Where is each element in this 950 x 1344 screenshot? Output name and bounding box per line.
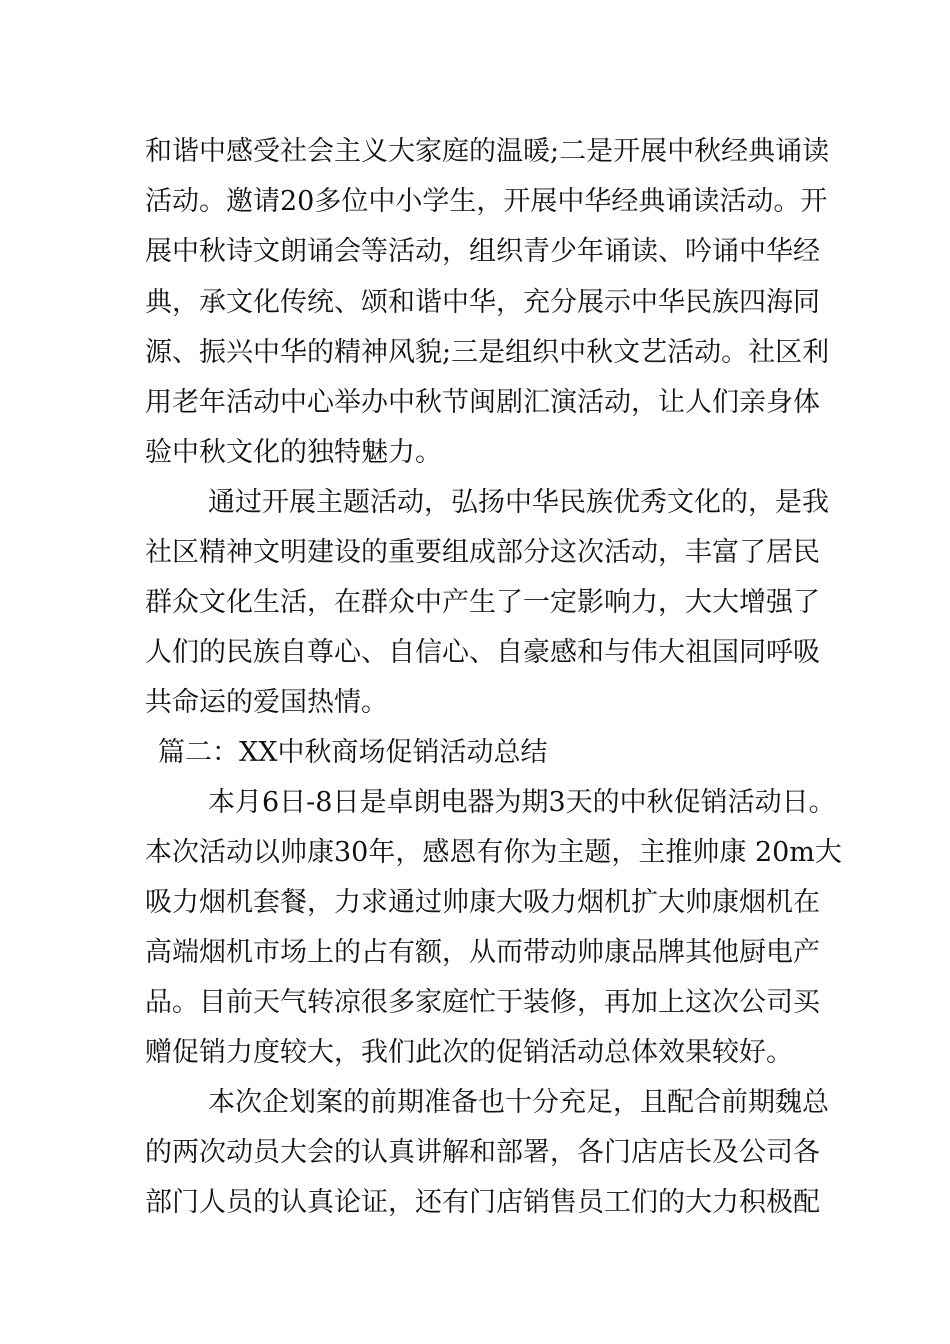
text-line: 的两次动员大会的认真讲解和部署，各门店店长及公司各 [145,1137,820,1168]
text-line: 人们的民族自尊心、自信心、自豪感和与伟大祖国同呼吸 [145,637,820,668]
text-line: 用老年活动中心举办中秋节闽剧汇演活动，让人们亲身体 [145,387,820,418]
paragraph-first-line: 本次企划案的前期准备也十分充足，且配合前期魏总 [208,1087,829,1118]
paragraph-first-line: 通过开展主题活动，弘扬中华民族优秀文化的，是我 [208,487,829,518]
text-line: 社区精神文明建设的重要组成部分这次活动，丰富了居民 [145,537,820,568]
text-line: 群众文化生活，在群众中产生了一定影响力，大大增强了 [145,587,820,618]
text-line: 品。目前天气转凉很多家庭忙于装修，再加上这次公司买 [145,987,820,1018]
text-line: 赠促销力度较大，我们此次的促销活动总体效果较好。 [145,1037,793,1068]
paragraph-first-line: 本月6日-8日是卓朗电器为期3天的中秋促销活动日。 [208,787,836,818]
text-line: 高端烟机市场上的占有额，从而带动帅康品牌其他厨电产 [145,937,820,968]
text-line: 典，承文化传统、颂和谐中华，充分展示中华民族四海同 [145,287,820,318]
text-line: 共命运的爱国热情。 [145,687,388,718]
text-line: 验中秋文化的独特魅力。 [145,437,442,468]
text-line: 吸力烟机套餐，力求通过帅康大吸力烟机扩大帅康烟机在 [145,887,820,918]
text-line: 源、振兴中华的精神风貌;三是组织中秋文艺活动。社区利 [145,337,830,368]
text-line: 部门人员的认真论证，还有门店销售员工们的大力积极配 [145,1187,820,1218]
text-line: 展中秋诗文朗诵会等活动，组织青少年诵读、吟诵中华经 [145,236,820,267]
text-line: 本次活动以帅康30年，感恩有你为主题，主推帅康 20m大 [145,837,842,868]
text-line: 和谐中感受社会主义大家庭的温暖;二是开展中秋经典诵读 [145,136,830,167]
section-heading: 篇二：XX中秋商场促销活动总结 [158,737,548,768]
text-line: 活动。邀请20多位中小学生，开展中华经典诵读活动。开 [145,186,828,217]
